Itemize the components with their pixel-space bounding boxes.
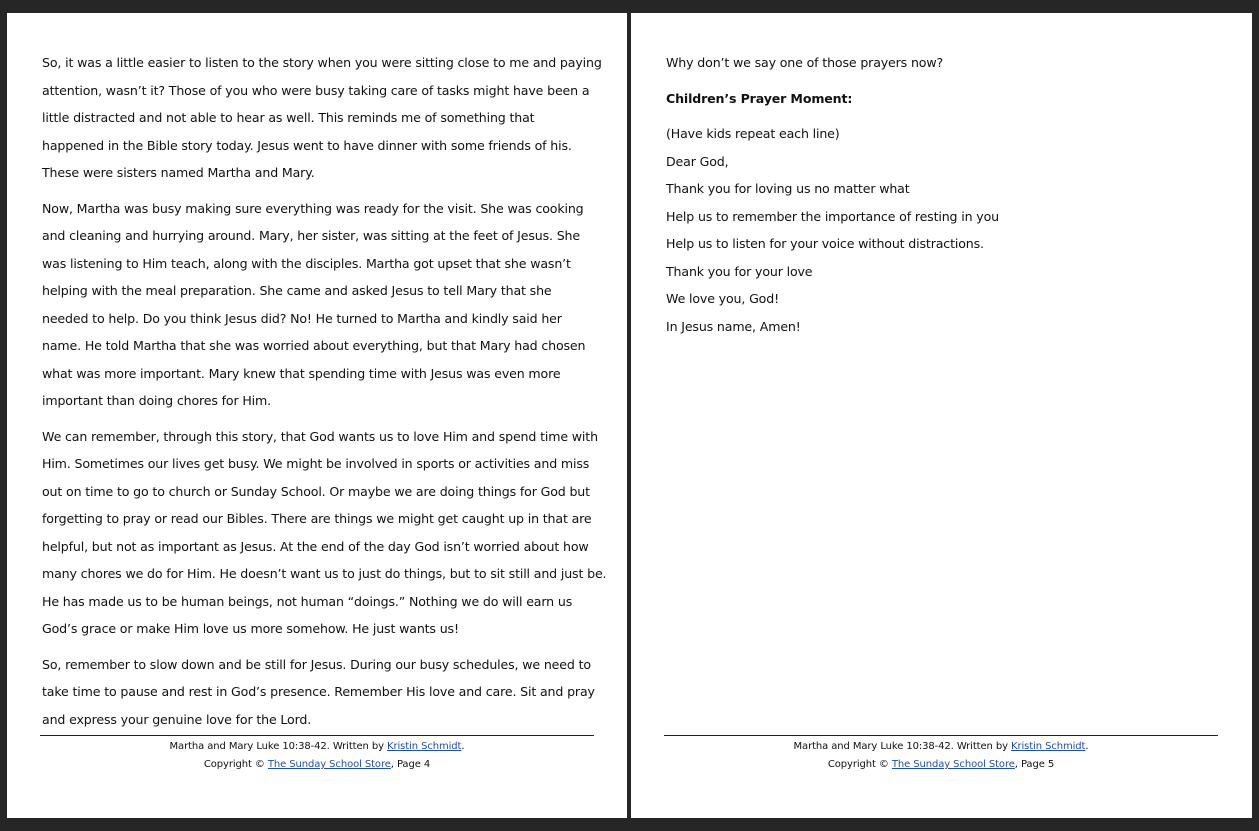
paragraph [42,423,607,643]
page-4-body [42,49,607,741]
footer-page-number: , Page 4 [390,759,431,770]
prayer-line: In Jesus name, Amen! [666,318,801,334]
page-5-body [666,49,1218,340]
text-line: forgetting to pray or read our Bibles. There are things we might get caught up in that are [42,511,592,526]
text-line: helpful, but not as important as Jesus. At the end of the day God isn’t worried about how [42,538,589,554]
text-line: many chores we do for Him. He doesn’t want us to just do things, but to sit still and just be. [42,566,607,581]
text-line: happened in the Bible story today. Jesus went to have dinner with some friends of his. [42,137,572,153]
footer-credit-text: Martha and Mary Luke 10:38-42. Written by [793,741,1012,752]
prayer-line: Thank you for loving us no matter what [666,181,910,196]
store-link[interactable]: The Sunday School Store [267,759,391,770]
text-line: what was more important. Mary knew that spending time with Jesus was even more [42,365,561,381]
text-line: out on time to go to church or Sunday School. Or maybe we are doing things for God but [42,483,590,499]
page-5 [631,13,1252,818]
text-line: name. He told Martha that she was worried about everything, but that Mary had chosen [42,338,586,353]
text-line: So, it was a little easier to listen to the story when you were sitting close to me and paying [42,55,602,70]
prayer-line: We love you, God! [666,291,779,306]
text-line: Him. Sometimes our lives get busy. We might be involved in sports or activities and miss [42,456,590,471]
text-line: He has made us to be human beings, not human “doings.” Nothing we do will earn us [42,593,573,609]
footer-credit-line [664,738,1218,756]
footer-credit-line [40,738,594,756]
paragraph [42,651,594,734]
text-line: important than doing chores for Him. [42,393,272,408]
text-line: We can remember, through this story, that God wants us to love Him and spend time with [42,428,598,444]
text-line: needed to help. Do you think Jesus did? No! He turned to Martha and kindly said her [42,310,562,326]
text-line: Now, Martha was busy making sure everything was ready for the visit. She was cooking [42,200,584,216]
page-4 [7,13,627,818]
text-line: little distracted and not able to hear as well. This reminds me of something that [42,110,535,125]
text-line: God’s grace or make Him love us more somehow. He just wants us! [42,621,459,636]
text-line: These were sisters named Martha and Mary. [42,165,315,180]
author-link[interactable]: Kristin Schmidt [1011,741,1086,752]
footer-copyright-text: Copyright © [203,759,268,770]
text-line: So, remember to slow down and be still for Jesus. During our busy schedules, we need to [42,656,591,672]
paragraph [42,49,602,187]
footer-copyright-line [664,756,1218,774]
footer-credit-text: Martha and Mary Luke 10:38-42. Written by [169,741,388,752]
prayer-line: Help us to listen for your voice without distractions. [666,236,984,251]
footer-page-number: , Page 5 [1014,759,1055,770]
footer-copyright-line [40,756,594,774]
prayer-line: (Have kids repeat each line) [666,126,840,141]
footer-credit-end: . [1085,741,1089,752]
text-line: and cleaning and hurrying around. Mary, her sister, was sitting at the feet of Jesus. She [42,228,580,243]
text-line: attention, wasn’t it? Those of you who were busy taking care of tasks might have been a [42,82,590,98]
footer-copyright-text: Copyright © [827,759,892,770]
prayer-line: Dear God, [666,153,729,169]
text-line: helping with the meal preparation. She came and asked Jesus to tell Mary that she [42,283,552,298]
text-line: and express your genuine love for the Lord. [42,711,312,727]
intro-line: Why don’t we say one of those prayers now? [666,55,944,70]
footer-credit-end: . [461,741,465,752]
paragraph [42,195,594,415]
prayer-line: Help us to remember the importance of resting in you [666,208,999,224]
store-link[interactable]: The Sunday School Store [891,759,1015,770]
page-5-footer [664,735,1218,774]
page-4-footer [40,735,594,774]
prayer-line: Thank you for your love [666,263,813,279]
text-line: was listening to Him teach, along with the disciples. Martha got upset that she wasn’t [42,255,571,271]
prayer-heading: Children’s Prayer Moment: [666,90,853,106]
author-link[interactable]: Kristin Schmidt [387,741,462,752]
text-line: take time to pause and rest in God’s presence. Remember His love and care. Sit and pray [42,684,595,699]
